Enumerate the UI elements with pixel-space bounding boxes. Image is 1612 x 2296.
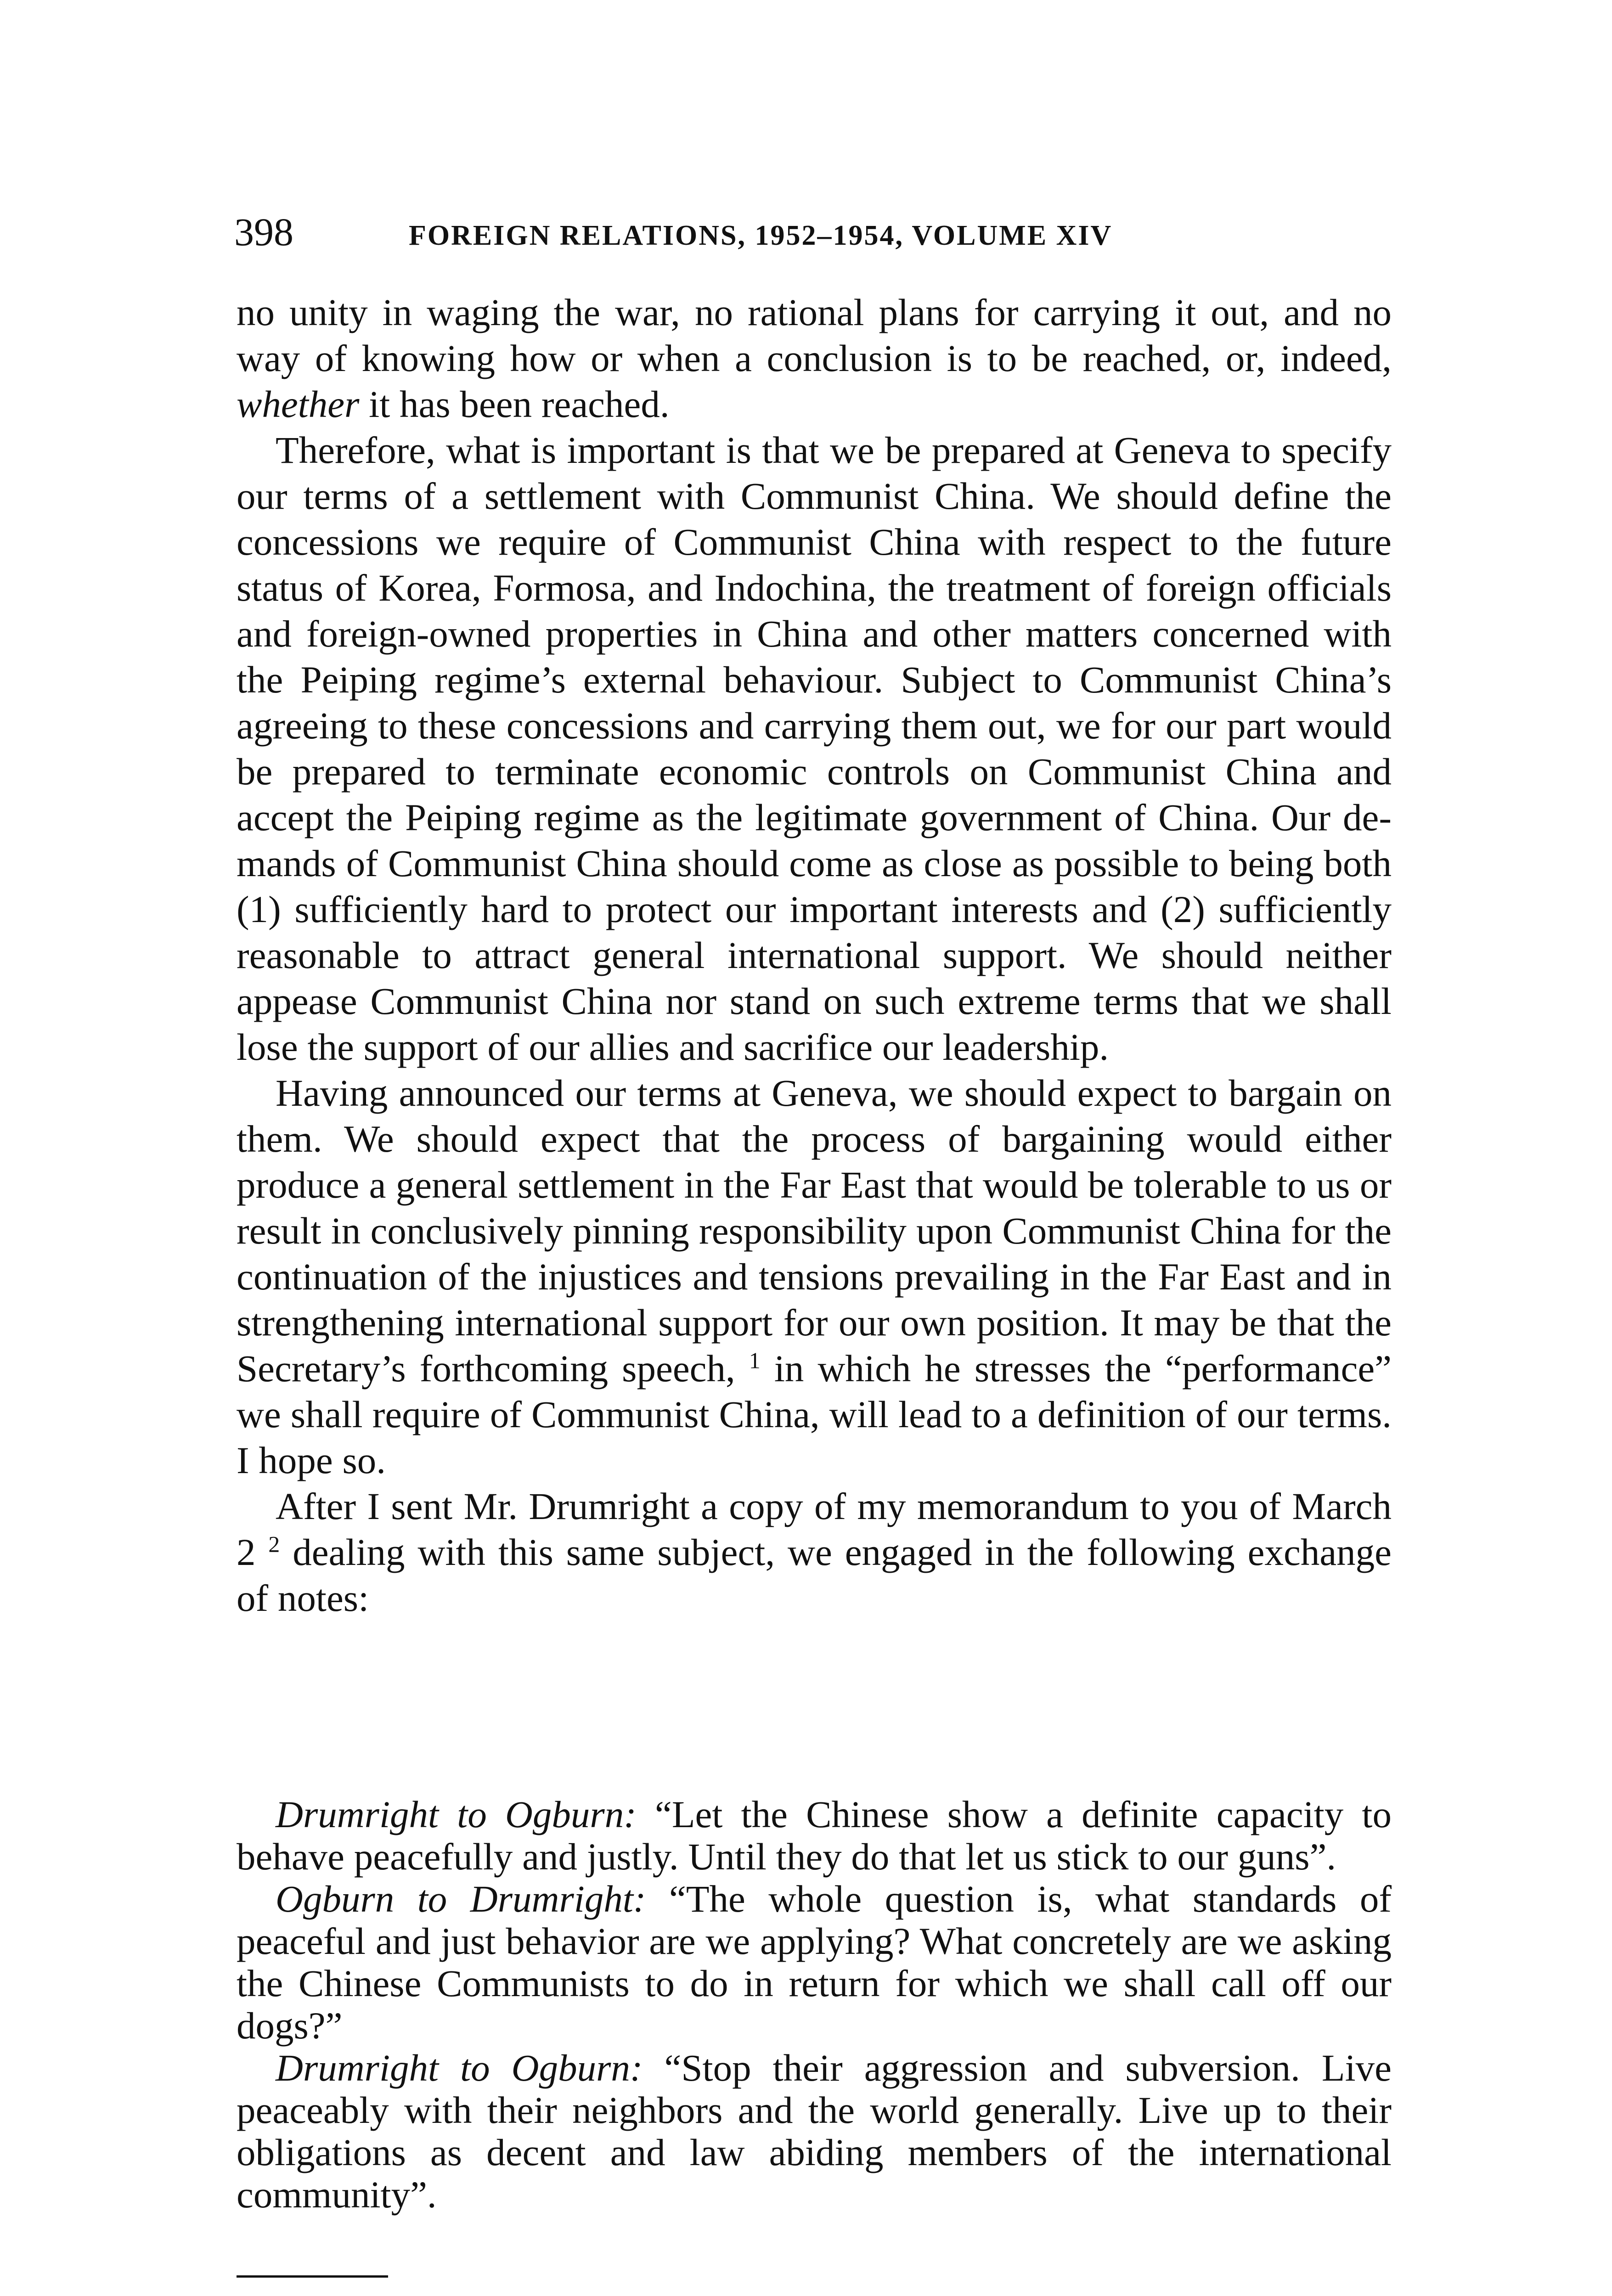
notes-exchange — [237, 1793, 1392, 2216]
paragraph-1 — [237, 289, 1392, 427]
running-head: FOREIGN RELATIONS, 1952–1954, VOLUME XIV — [409, 220, 1113, 251]
main-text — [237, 289, 1392, 1621]
exchange-note — [237, 1793, 1392, 1878]
exchange-speaker: Drumright to Ogburn: — [276, 2047, 643, 2089]
paragraph-3 — [237, 1070, 1392, 1483]
exchange-speaker: Drumright to Ogburn: — [276, 1793, 637, 1835]
footnote-1 — [237, 2294, 1392, 2296]
exchange-speaker: Ogburn to Drumright: — [276, 1878, 646, 1920]
paragraph-3-text-a: Having announced our terms at Geneva, we should expect to bargain on them. We should expect that the process of bargaining would either produce a general settlement in the Far East that would be tolerable to us or result in conclusively pinning responsibility upon Communist China for the continuation of the injustices and tensions prevailing in the Far East and in strengthening international support for our own position. It may be that the Secretary’s forthcoming speech, — [237, 1072, 1392, 1390]
paragraph-4-text-a: After I sent Mr. Drumright a copy of my memorandum to you of March 2 — [237, 1485, 1392, 1573]
footnote-ref-1[interactable]: 1 — [749, 1348, 761, 1373]
footnote-divider — [237, 2275, 388, 2278]
page-number: 398 — [234, 210, 293, 254]
paragraph-1-text-b: it has been reached. — [359, 383, 670, 425]
exchange-quote: “Let the Chinese show a definite capacity to behave peacefully and justly. Until they do that let us stick to our guns”. — [237, 1793, 1392, 1878]
page-header — [234, 207, 1382, 262]
exchange-quote: “Stop their aggression and subversion. Live peaceably with their neighbors and the world generally. Live up to their obligations as decent and law abiding members of the international community”. — [237, 2047, 1392, 2216]
footnote-ref-2[interactable]: 2 — [268, 1531, 280, 1557]
paragraph-1-emphasis: whether — [237, 383, 360, 425]
paragraph-1-text-a: no unity in waging the war, no rational plans for carrying it out, and no way of knowing how or when a conclusion is to be reached, or, indeed, — [237, 291, 1392, 379]
exchange-quote: “The whole question is, what standards of peaceful and just behavior are we applying? What concretely are we asking the Chinese Communists to do in return for which we shall call off our dogs?” — [237, 1878, 1392, 2047]
paragraph-4 — [237, 1483, 1392, 1621]
paragraph-4-text-b: dealing with this same subject, we engaged in the following exchange of notes: — [237, 1531, 1392, 1619]
footnotes — [237, 2294, 1392, 2296]
exchange-note — [237, 2047, 1392, 2216]
exchange-note — [237, 1878, 1392, 2047]
paragraph-2: Therefore, what is important is that we be prepared at Geneva to specify our terms of a settlement with Communist China. We should define the concessions we require of Communist China with respect to the future status of Korea, Formosa, and Indochina, the treatment of foreign officials and foreign-owned properties in China and other matters concerned with the Peiping regime’s external behaviour. Subject to Communist China’s agreeing to these concessions and carrying them out, we for our part would be prepared to terminate economic controls on Communist China and accept the Peiping regime as the legitimate government of China. Our demands of Communist China should come as close as possible to being both (1) sufficiently hard to protect our important interests and (2) sufficiently reasonable to attract general international support. We should neither appease Communist China nor stand on such extreme terms that we shall lose the support of our allies and sacrifice our leadership. — [237, 429, 1392, 1068]
paragraph-3-text-b: in which he stresses the “performance” we shall require of Communist China, will lead to a definition of our terms. I hope so. — [237, 1347, 1392, 1481]
